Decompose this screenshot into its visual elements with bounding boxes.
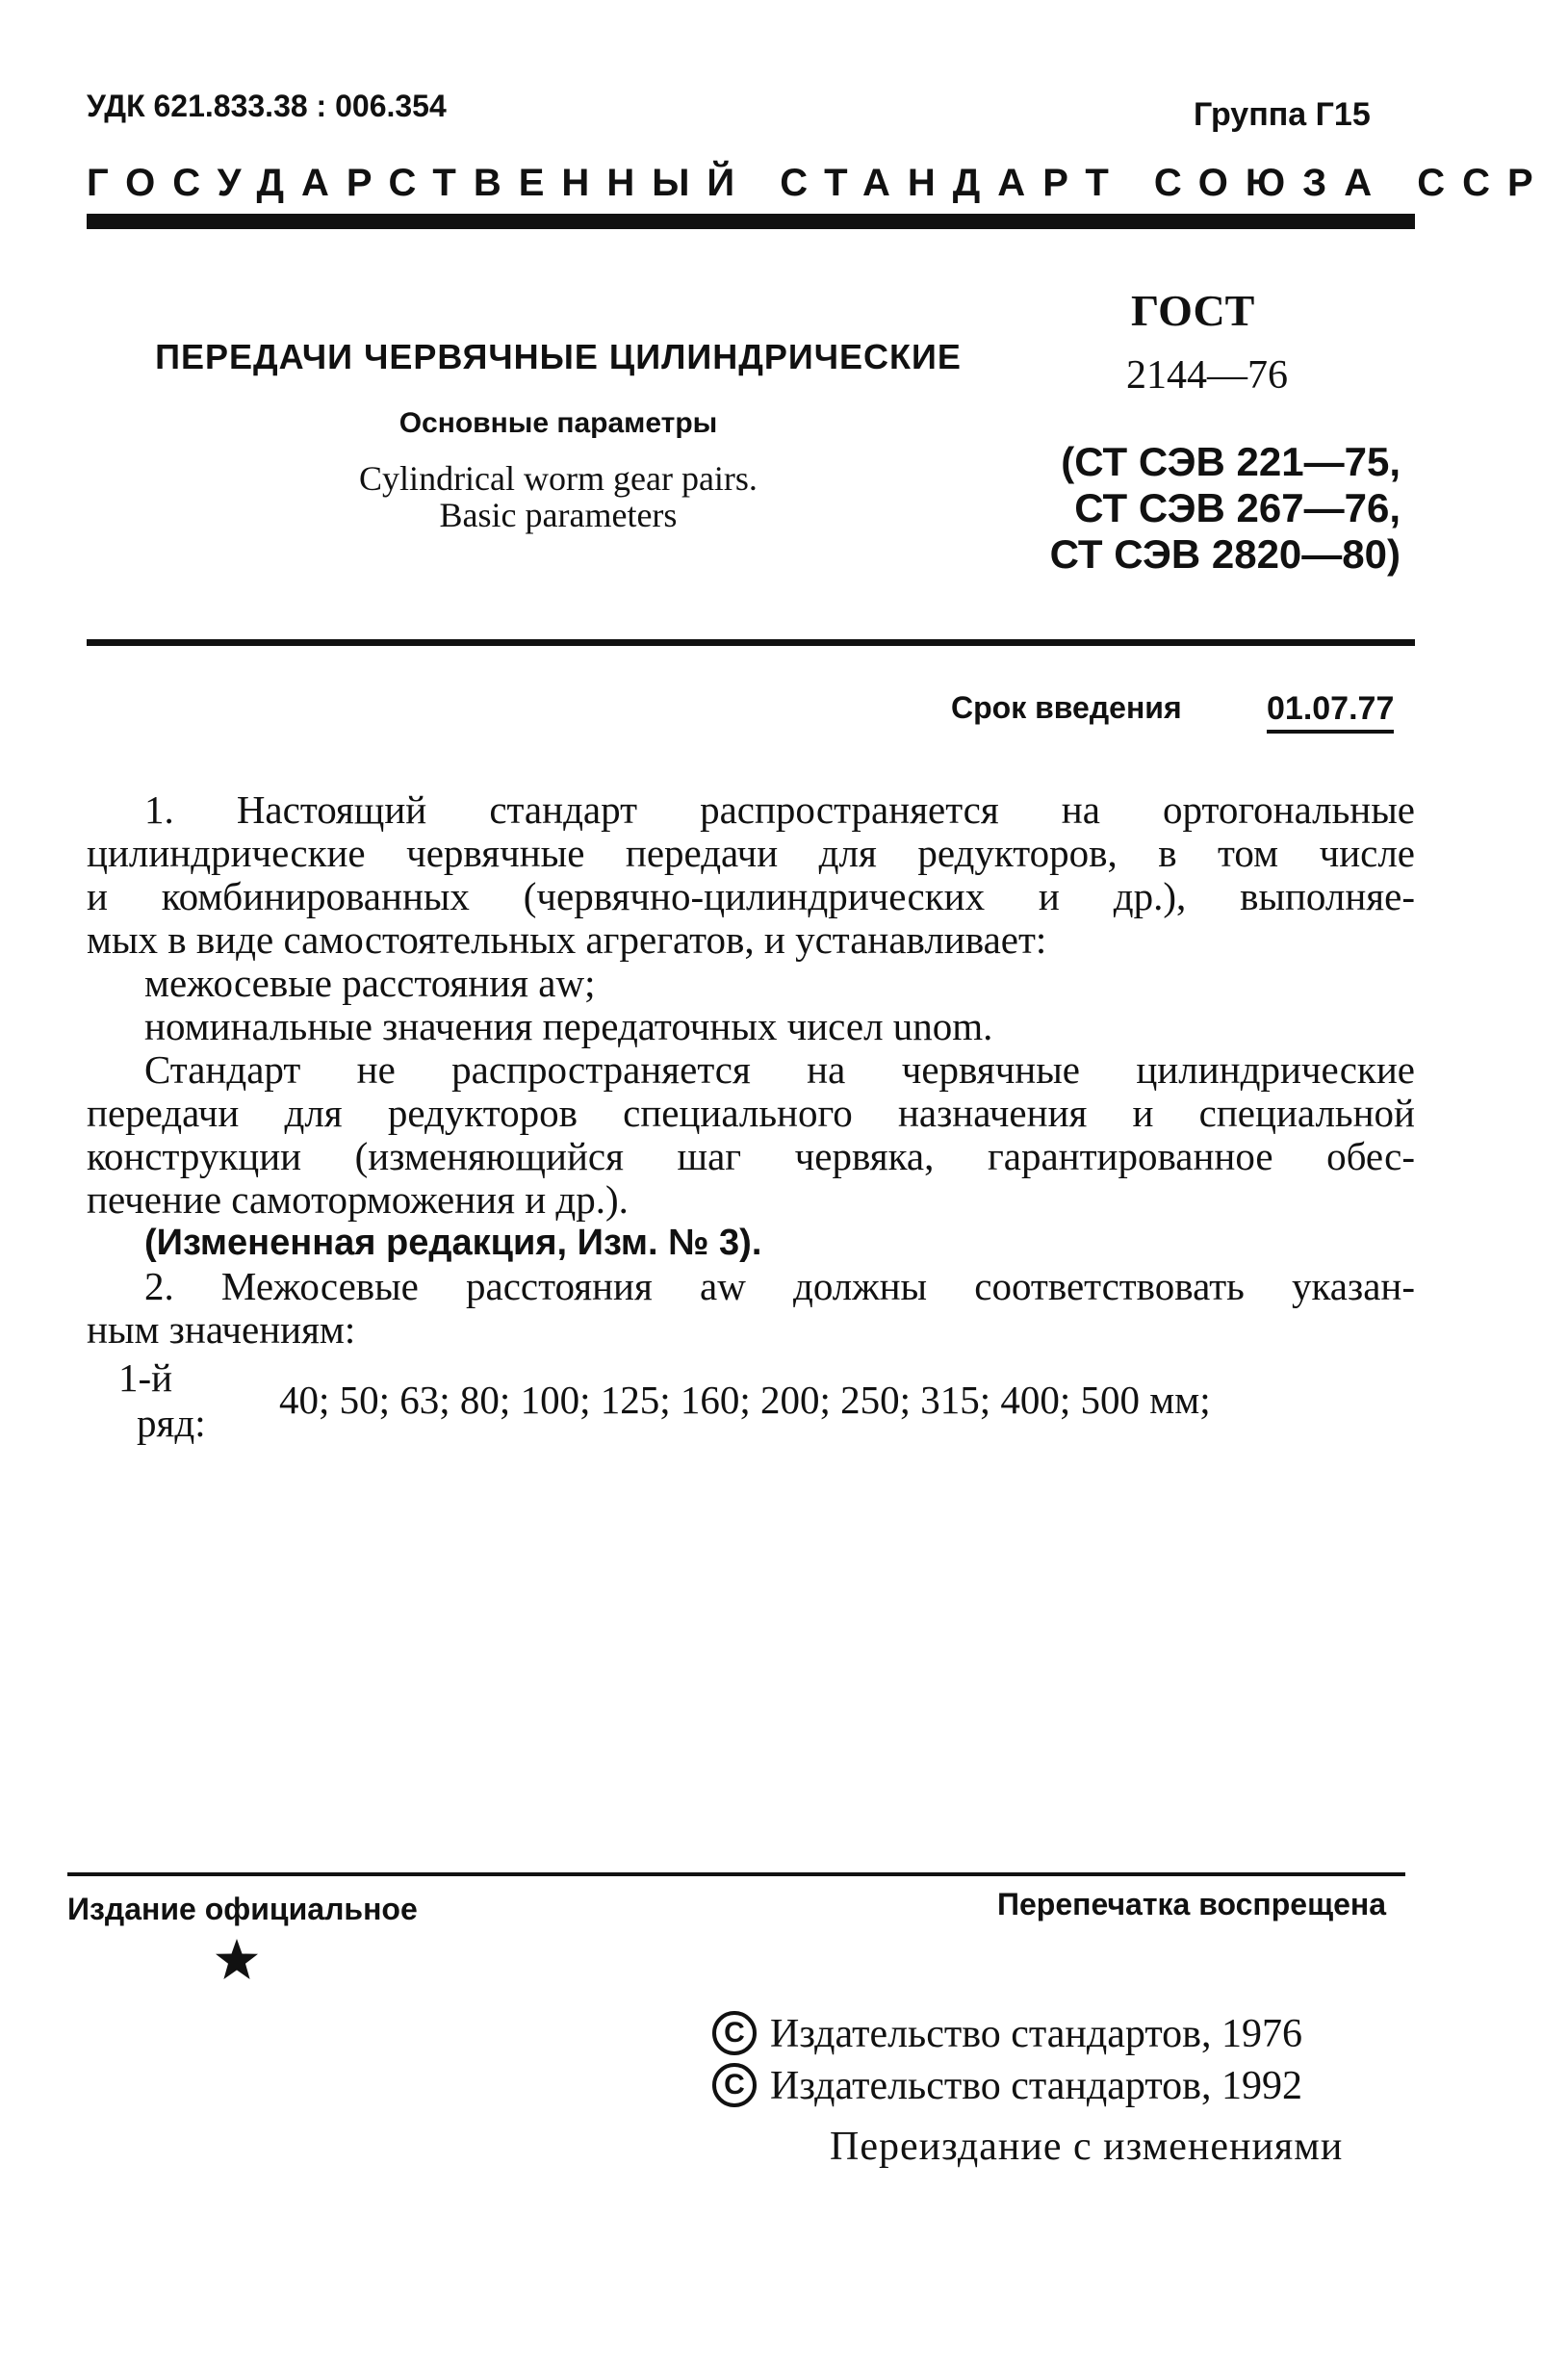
- group-code: Группа Г15: [1194, 96, 1371, 133]
- copyright-line: [712, 2062, 1302, 2111]
- official-edition-label: Издание официальное: [67, 1892, 418, 1926]
- body-line: Стандарт не распространяется на червячные цилиндрические: [144, 1047, 1415, 1092]
- gost-number: 2144—76: [1126, 353, 1288, 398]
- sev-reference: (СТ СЭВ 221—75,: [1061, 439, 1401, 484]
- document-title: ПЕРЕДАЧИ ЧЕРВЯЧНЫЕ ЦИЛИНДРИЧЕСКИЕ: [155, 337, 962, 376]
- body-line: цилиндрические червячные передачи для редукторов, в том числе: [87, 831, 1415, 875]
- reissue-note: Переиздание с изменениями: [830, 2125, 1344, 2169]
- body-line: конструкции (изменяющийся шаг червяка, гарантированное обес-: [87, 1134, 1415, 1178]
- body-line: передачи для редукторов специального назначения и специальной: [87, 1091, 1415, 1135]
- star-icon: [214, 1937, 260, 1983]
- reprint-forbidden-label: Перепечатка воспрещена: [997, 1887, 1386, 1921]
- body-line: межосевые расстояния aw;: [144, 961, 596, 1005]
- sev-references: [1040, 439, 1401, 578]
- bottom-rule-divider: [67, 1872, 1405, 1876]
- body-line: 2. Межосевые расстояния aw должны соответствовать указан-: [144, 1264, 1415, 1308]
- state-standard-title: ГОСУДАРСТВЕННЫЙ СТАНДАРТ СОЮЗА ССР: [87, 162, 1551, 204]
- gost-label: ГОСТ: [1131, 286, 1255, 335]
- subtitle-english: [270, 460, 847, 533]
- copyright-icon: C: [712, 2063, 757, 2107]
- top-rule-divider: [87, 214, 1415, 229]
- sev-reference: СТ СЭВ 2820—80): [1049, 531, 1401, 577]
- body-line: и комбинированных (червячно-цилиндрических и др.), выполняе-: [87, 874, 1415, 918]
- row-label-row: ряд:: [137, 1401, 206, 1445]
- body-line: печение самоторможения и др.).: [87, 1177, 629, 1222]
- copyright-line: [712, 2010, 1302, 2059]
- subtitle-russian: Основные параметры: [398, 407, 718, 439]
- copyright-text: Издательство стандартов, 1976: [770, 2012, 1302, 2056]
- copyright-icon: C: [712, 2011, 757, 2055]
- introduction-date-label: Срок введения: [951, 690, 1182, 725]
- body-line: мых в виде самостоятельных агрегатов, и устанавливает:: [87, 917, 1047, 962]
- subtitle-english-line-2: Basic parameters: [439, 496, 678, 534]
- udk-code: УДК 621.833.38 : 006.354: [87, 89, 447, 123]
- body-line: номинальные значения передаточных чисел unom.: [144, 1004, 993, 1048]
- subtitle-english-line-1: Cylindrical worm gear pairs.: [359, 459, 758, 498]
- amendment-note: (Измененная редакция, Изм. № 3).: [144, 1223, 762, 1263]
- sev-reference: СТ СЭВ 267—76,: [1074, 485, 1401, 530]
- center-distance-values: 40; 50; 63; 80; 100; 125; 160; 200; 250; 315; 400; 500 мм;: [279, 1378, 1211, 1422]
- body-line: ным значениям:: [87, 1307, 356, 1352]
- copyright-text: Издательство стандартов, 1992: [770, 2064, 1302, 2108]
- row-label-first: 1-й: [118, 1355, 173, 1400]
- middle-rule-divider: [87, 639, 1415, 646]
- body-line: 1. Настоящий стандарт распространяется на ортогональные: [144, 787, 1415, 832]
- introduction-date-value: 01.07.77: [1267, 690, 1394, 734]
